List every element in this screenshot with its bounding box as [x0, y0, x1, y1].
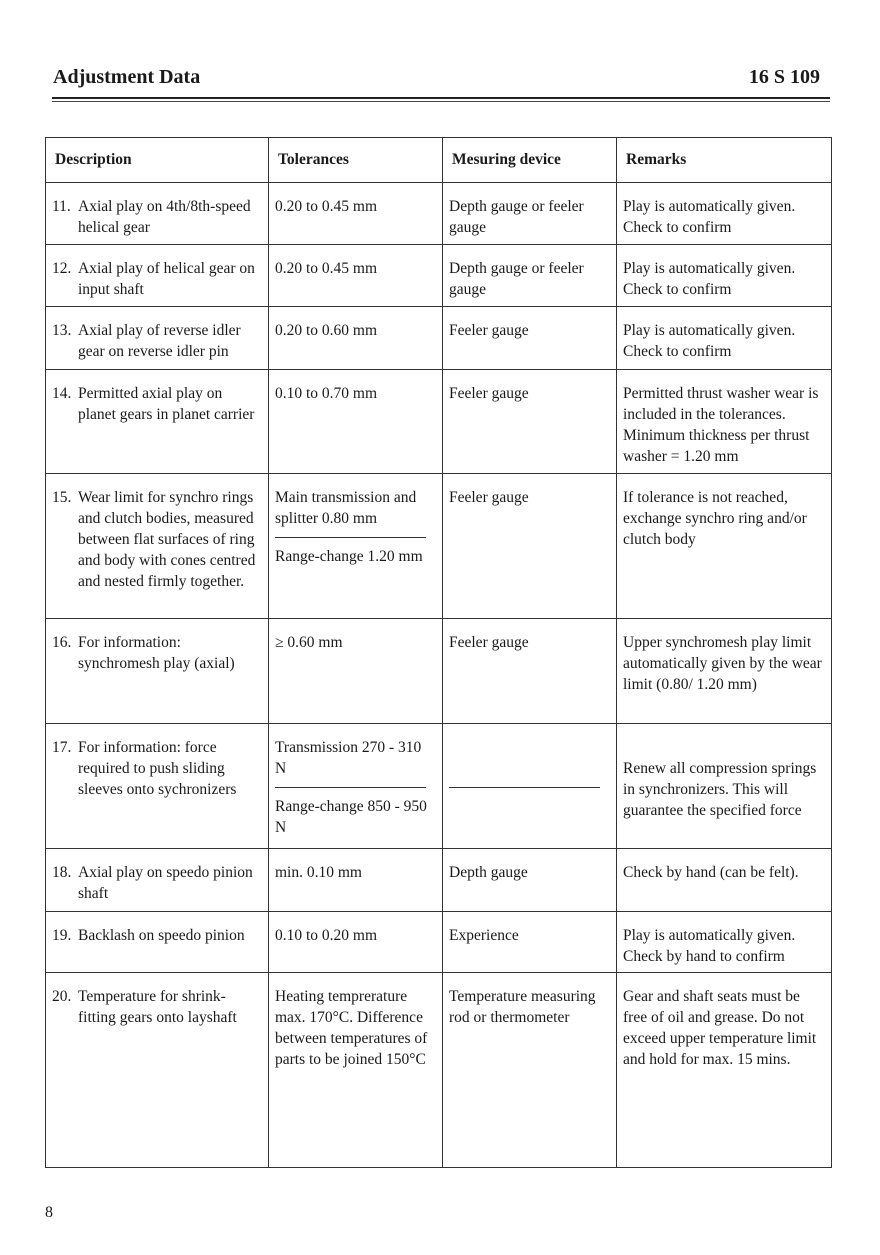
- device-cell: Depth gauge: [443, 849, 617, 912]
- description-cell: [46, 369, 269, 473]
- item-number: 13.: [52, 322, 72, 340]
- device-cell: Depth gauge or feeler gauge: [443, 245, 617, 307]
- item-number: 19.: [52, 927, 72, 945]
- table-row: [46, 473, 832, 618]
- device-cell: Experience: [443, 912, 617, 973]
- header-rule: [52, 97, 830, 99]
- table-row: [46, 849, 832, 912]
- page-title: Adjustment Data: [53, 66, 201, 88]
- description-text: Wear limit for synchro rings and clutch bodies, measured between flat surfaces of ring and body with cones centred and nested firmly together.: [78, 488, 256, 590]
- table-row: [46, 307, 832, 369]
- item-number: 18.: [52, 864, 72, 882]
- column-header-remarks: Remarks: [617, 138, 832, 183]
- description-text: Axial play of helical gear on input shaft: [78, 260, 255, 299]
- item-number: 11.: [52, 198, 71, 216]
- tolerance-main: Main transmission and splitter 0.80 mm: [275, 488, 417, 527]
- description-text: Temperature for shrink-fitting gears onto layshaft: [78, 988, 237, 1027]
- tolerance-cell: [269, 723, 443, 848]
- device-cell: [443, 723, 617, 848]
- description-text: For information: force required to push sliding sleeves onto sychronizers: [78, 738, 237, 798]
- tolerance-cell: 0.20 to 0.45 mm: [269, 183, 443, 245]
- description-cell: [46, 973, 269, 1168]
- item-number: 12.: [52, 260, 72, 278]
- device-divider: [449, 787, 600, 788]
- remarks-text: Renew all compression springs in synchronizers. This will guarantee the specified force: [623, 759, 817, 819]
- column-header-measuring-device: Mesuring device: [443, 138, 617, 183]
- table-row: [46, 183, 832, 245]
- tolerance-cell: 0.10 to 0.70 mm: [269, 369, 443, 473]
- tolerance-transmission: Transmission 270 - 310 N: [275, 738, 422, 777]
- tolerance-cell: [269, 473, 443, 618]
- item-number: 14.: [52, 384, 72, 402]
- column-header-tolerances: Tolerances: [269, 138, 443, 183]
- description-text: Axial play of reverse idler gear on reverse idler pin: [78, 322, 241, 361]
- page-number: 8: [45, 1204, 53, 1221]
- description-text: For information: synchromesh play (axial): [78, 634, 235, 673]
- remarks-cell: If tolerance is not reached, exchange synchro ring and/or clutch body: [617, 473, 832, 618]
- table-row: [46, 912, 832, 973]
- description-text: Backlash on speedo pinion: [78, 927, 245, 945]
- description-cell: [46, 912, 269, 973]
- description-cell: [46, 307, 269, 369]
- device-cell: Feeler gauge: [443, 619, 617, 723]
- tolerance-cell: min. 0.10 mm: [269, 849, 443, 912]
- description-cell: [46, 473, 269, 618]
- table-header-row: [46, 138, 832, 183]
- header-rule-thin: [52, 101, 830, 102]
- device-cell: Depth gauge or feeler gauge: [443, 183, 617, 245]
- remarks-cell: Play is automatically given. Check to confirm: [617, 245, 832, 307]
- table-row: [46, 619, 832, 723]
- tolerance-cell: ≥ 0.60 mm: [269, 619, 443, 723]
- remarks-cell: Play is automatically given. Check by hand to confirm: [617, 912, 832, 973]
- tolerance-cell: Heating temprerature max. 170°C. Difference between temperatures of parts to be joined 150°C: [269, 973, 443, 1168]
- device-cell: Feeler gauge: [443, 473, 617, 618]
- remarks-cell: Play is automatically given. Check to confirm: [617, 307, 832, 369]
- remarks-cell: Gear and shaft seats must be free of oil and grease. Do not exceed upper temperature limit and hold for max. 15 mins.: [617, 973, 832, 1168]
- tolerance-range-change: Range-change 850 - 950 N: [275, 797, 427, 836]
- description-cell: [46, 245, 269, 307]
- device-cell: Feeler gauge: [443, 369, 617, 473]
- tolerance-divider: [275, 787, 426, 788]
- table-row: [46, 369, 832, 473]
- device-cell: Temperature measuring rod or thermometer: [443, 973, 617, 1168]
- tolerance-divider: [275, 537, 426, 538]
- description-cell: [46, 849, 269, 912]
- device-cell: Feeler gauge: [443, 307, 617, 369]
- tolerance-cell: 0.20 to 0.60 mm: [269, 307, 443, 369]
- item-number: 20.: [52, 988, 72, 1006]
- item-number: 17.: [52, 738, 72, 756]
- table-row: [46, 245, 832, 307]
- item-number: 15.: [52, 488, 72, 506]
- description-cell: [46, 723, 269, 848]
- description-text: Axial play on 4th/8th-speed helical gear: [78, 198, 251, 237]
- description-cell: [46, 183, 269, 245]
- remarks-cell: Check by hand (can be felt).: [617, 849, 832, 912]
- remarks-cell: Play is automatically given. Check to confirm: [617, 183, 832, 245]
- description-text: Permitted axial play on planet gears in planet carrier: [78, 384, 255, 423]
- item-number: 16.: [52, 634, 72, 652]
- document-code: 16 S 109: [748, 66, 820, 88]
- remarks-cell: Upper synchromesh play limit automatically given by the wear limit (0.80/ 1.20 mm): [617, 619, 832, 723]
- description-text: Axial play on speedo pinion shaft: [78, 864, 253, 903]
- column-header-description: Description: [46, 138, 269, 183]
- table-row: [46, 723, 832, 848]
- adjustment-table: [45, 137, 832, 1168]
- tolerance-range-change: Range-change 1.20 mm: [275, 547, 423, 565]
- description-cell: [46, 619, 269, 723]
- remarks-cell: [617, 723, 832, 848]
- remarks-cell: Permitted thrust washer wear is included in the tolerances. Minimum thickness per thrust washer = 1.20 mm: [617, 369, 832, 473]
- tolerance-cell: 0.10 to 0.20 mm: [269, 912, 443, 973]
- table-row: [46, 973, 832, 1168]
- tolerance-cell: 0.20 to 0.45 mm: [269, 245, 443, 307]
